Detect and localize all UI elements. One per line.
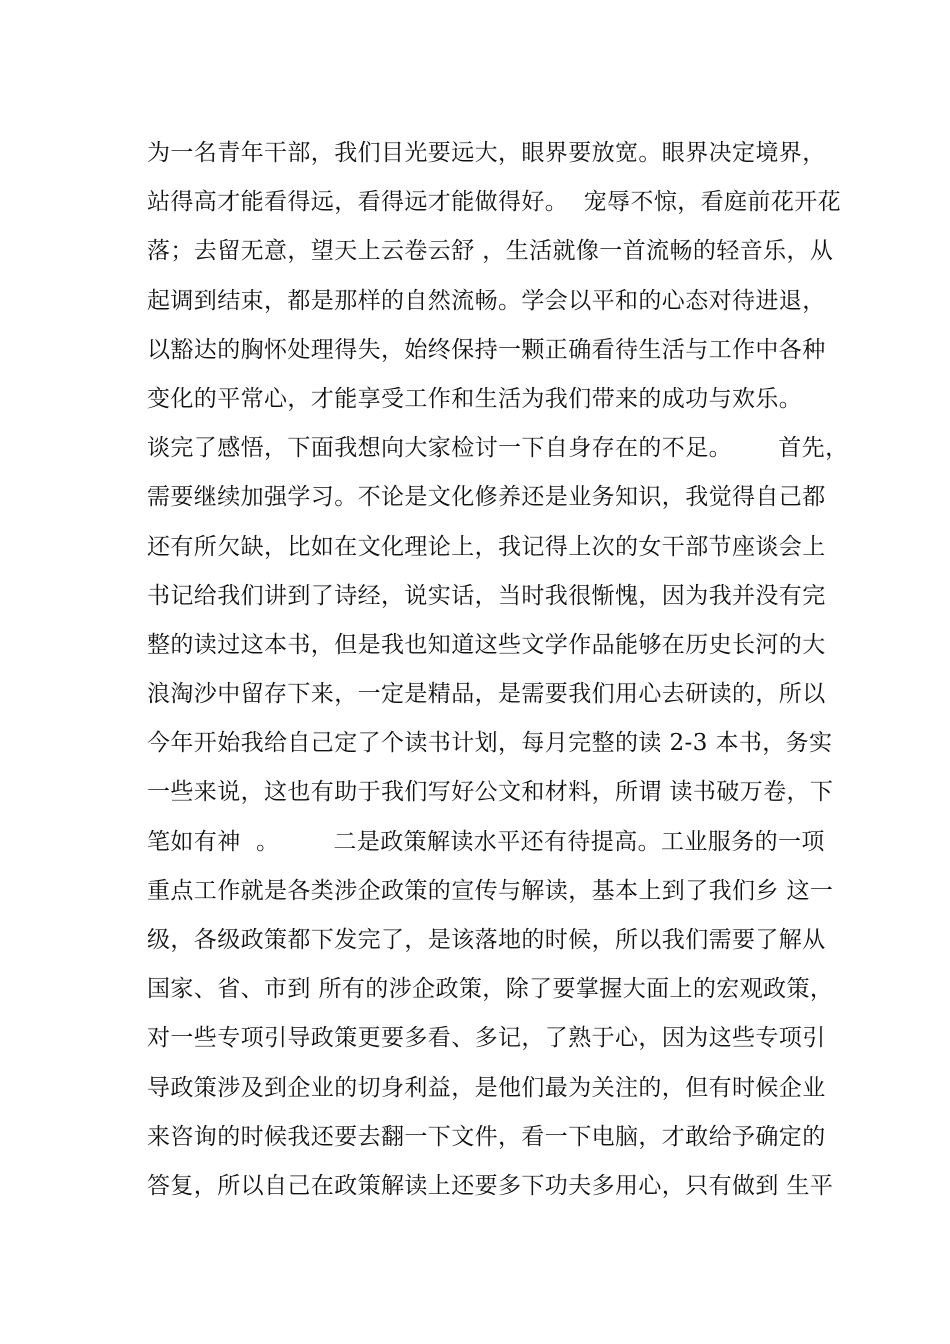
text-line: 级，各级政策都下发完了，是该落地的时候，所以我们需要了解从: [147, 927, 826, 953]
text-line: 落；去留无意，望天上云卷云舒 ，生活就像一首流畅的轻音乐，从: [147, 238, 834, 265]
text-line: 笔如有神 。 二是政策解读水平还有待提高。工业服务的一项: [147, 828, 825, 855]
text-line: 一些来说，这也有助于我们写好公文和材料，所谓 读书破万卷，下: [147, 779, 834, 806]
text-line: 谈完了感悟，下面我想向大家检讨一下自身存在的不足。 首先，: [147, 435, 849, 462]
text-line: 需要继续加强学习。不论是文化修养还是业务知识，我觉得自己都: [147, 484, 826, 511]
text-line: 国家、省、市到 所有的涉企政策，除了要掌握大面上的宏观政策，: [147, 976, 834, 1003]
text-line: 整的读过这本书，但是我也知道这些文学作品能够在历史长河的大: [147, 631, 826, 658]
text-line: 对一些专项引导政策更要多看、多记，了熟于心，因为这些专项引: [147, 1025, 826, 1052]
text-line: 浪淘沙中留存下来，一定是精品，是需要我们用心去研读的，所以: [147, 681, 826, 708]
text-line: 起调到结束，都是那样的自然流畅。学会以平和的心态对待进退，: [147, 287, 826, 314]
text-line: 为一名青年干部，我们目光要远大，眼界要放宽。眼界决定境界，: [147, 140, 826, 166]
text-line: 变化的平常心，才能享受工作和生活为我们带来的成功与欢乐。: [147, 385, 803, 412]
text-line: 站得高才能看得远，看得远才能做得好。 宠辱不惊，看庭前花开花: [147, 189, 842, 216]
text-line: 答复，所以自己在政策解读上还要多下功夫多用心，只有做到 生平: [147, 1172, 834, 1199]
body-paragraph: [147, 131, 849, 1213]
text-line: 来咨询的时候我还要去翻一下文件，看一下电脑，才敢给予确定的: [147, 1123, 826, 1150]
text-line: 导政策涉及到企业的切身利益，是他们最为关注的，但有时候企业: [147, 1074, 826, 1101]
text-line: 以豁达的胸怀处理得失，始终保持一颗正确看待生活与工作中各种: [147, 336, 826, 363]
text-line: 重点工作就是各类涉企政策的宣传与解读，基本上到了我们乡 这一: [147, 877, 834, 904]
text-line: 还有所欠缺，比如在文化理论上，我记得上次的女干部节座谈会上: [147, 533, 826, 560]
text-line: 书记给我们讲到了诗经，说实话，当时我很惭愧，因为我并没有完: [147, 582, 826, 609]
text-line: 今年开始我给自己定了个读书计划，每月完整的读 2-3 本书，务实: [147, 730, 833, 757]
